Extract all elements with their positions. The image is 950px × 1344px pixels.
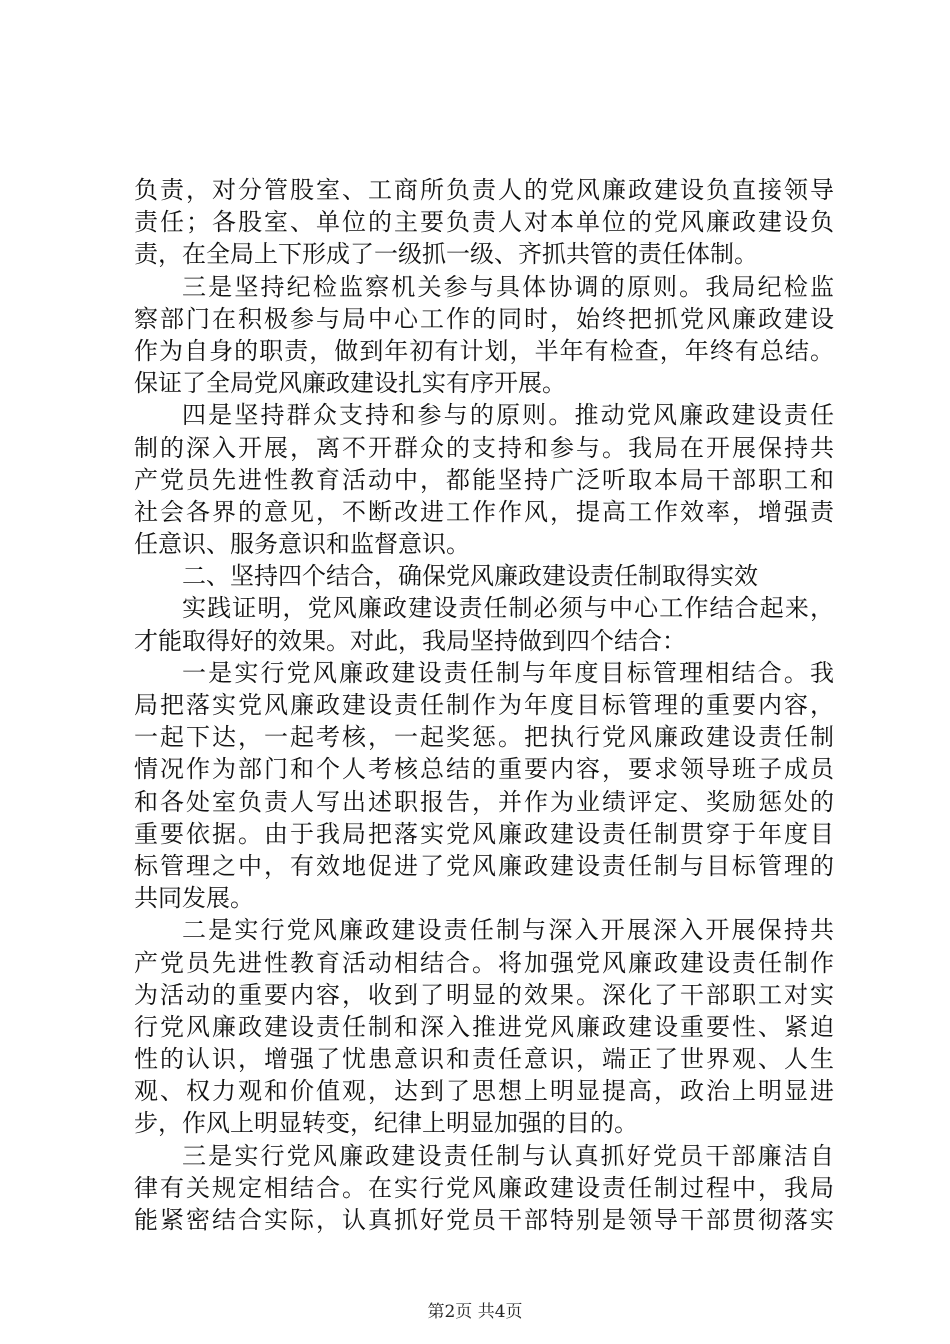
text-line: 才能取得好的效果。对此，我局坚持做到四个结合： (134, 626, 686, 655)
text-line: 三是坚持纪检监察机关参与具体协调的原则。我局纪检监 (182, 272, 834, 301)
text-line: 二、坚持四个结合，确保党风廉政建设责任制取得实效 (182, 562, 758, 591)
text-line: 一是实行党风廉政建设责任制与年度目标管理相结合。我 (182, 658, 834, 687)
text-line: 任意识、服务意识和监督意识。 (134, 530, 470, 559)
text-line: 制的深入开展，离不开群众的支持和参与。我局在开展保持共 (134, 433, 834, 462)
page-number-footer: 第2页 共4页 (427, 1302, 523, 1322)
text-line: 行党风廉政建设责任制和深入推进党风廉政建设重要性、紧迫 (134, 1012, 834, 1041)
text-line: 律有关规定相结合。在实行党风廉政建设责任制过程中，我局 (134, 1173, 834, 1202)
text-line: 二是实行党风廉政建设责任制与深入开展深入开展保持共 (182, 916, 834, 945)
text-line: 和各处室负责人写出述职报告，并作为业绩评定、奖励惩处的 (134, 787, 834, 816)
text-line: 社会各界的意见，不断改进工作作风，提高工作效率，增强责 (134, 497, 834, 526)
text-line: 保证了全局党风廉政建设扎实有序开展。 (134, 369, 566, 398)
text-line: 标管理之中，有效地促进了党风廉政建设责任制与目标管理的 (134, 851, 834, 880)
text-line: 步，作风上明显转变，纪律上明显加强的目的。 (134, 1109, 638, 1138)
text-line: 四是坚持群众支持和参与的原则。推动党风廉政建设责任 (182, 401, 834, 430)
text-line: 产党员先进性教育活动相结合。将加强党风廉政建设责任制作 (134, 948, 834, 977)
text-line: 责，在全局上下形成了一级抓一级、齐抓共管的责任体制。 (134, 240, 758, 269)
text-line: 责任；各股室、单位的主要负责人对本单位的党风廉政建设负 (134, 208, 834, 237)
text-line: 共同发展。 (134, 884, 254, 913)
text-line: 观、权力观和价值观，达到了思想上明显提高，政治上明显进 (134, 1077, 834, 1106)
text-line: 重要依据。由于我局把落实党风廉政建设责任制贯穿于年度目 (134, 819, 834, 848)
text-line: 三是实行党风廉政建设责任制与认真抓好党员干部廉洁自 (182, 1141, 834, 1170)
text-line: 能紧密结合实际，认真抓好党员干部特别是领导干部贯彻落实 (134, 1206, 834, 1234)
text-line: 实践证明，党风廉政建设责任制必须与中心工作结合起来， (182, 594, 834, 623)
document-body (134, 174, 834, 1236)
text-line: 为活动的重要内容，收到了明显的效果。深化了干部职工对实 (134, 980, 834, 1009)
text-line: 一起下达，一起考核，一起奖惩。把执行党风廉政建设责任制 (134, 723, 834, 752)
text-line: 产党员先进性教育活动中，都能坚持广泛听取本局干部职工和 (134, 465, 834, 494)
text-line: 性的认识，增强了忧患意识和责任意识，端正了世界观、人生 (134, 1045, 834, 1074)
text-line: 负责，对分管股室、工商所负责人的党风廉政建设负直接领导 (134, 176, 834, 204)
text-line: 局把落实党风廉政建设责任制作为年度目标管理的重要内容， (134, 691, 834, 719)
text-line: 察部门在积极参与局中心工作的同时，始终把抓党风廉政建设 (134, 304, 834, 333)
text-line: 情况作为部门和个人考核总结的重要内容，要求领导班子成员 (134, 755, 834, 784)
text-line: 作为自身的职责，做到年初有计划，半年有检查，年终有总结。 (134, 336, 834, 365)
